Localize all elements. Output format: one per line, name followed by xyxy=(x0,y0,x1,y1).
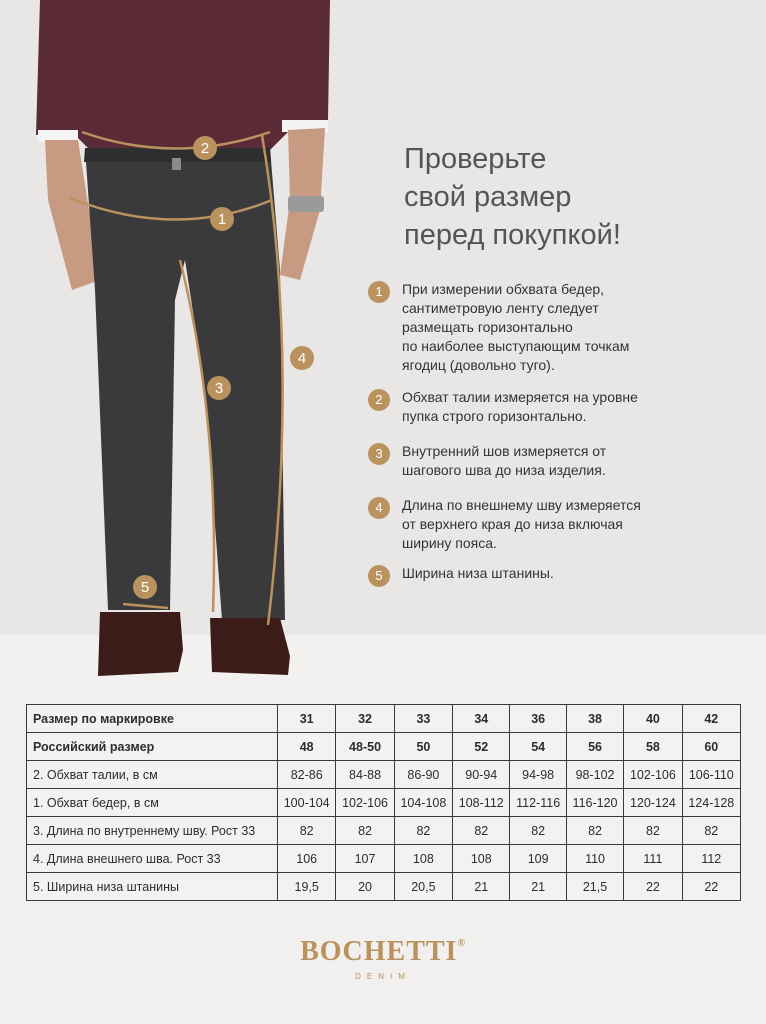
headline-line-1: Проверьте xyxy=(404,143,547,175)
table-cell: 42 xyxy=(682,705,740,733)
table-row xyxy=(27,733,741,761)
row-label: 5. Ширина низа штанины xyxy=(27,873,278,901)
table-cell: 20,5 xyxy=(394,873,452,901)
table-cell: 34 xyxy=(453,705,510,733)
table-cell: 48-50 xyxy=(336,733,394,761)
marker-2-label: 2 xyxy=(200,140,210,157)
table-row xyxy=(27,873,741,901)
headline xyxy=(404,140,744,254)
table-cell: 82 xyxy=(682,817,740,845)
table-cell: 109 xyxy=(510,845,566,873)
table-cell: 82 xyxy=(624,817,682,845)
table-cell: 82 xyxy=(453,817,510,845)
table-cell: 60 xyxy=(682,733,740,761)
table-cell: 52 xyxy=(453,733,510,761)
marker-5-label: 5 xyxy=(140,579,150,596)
row-label: 4. Длина внешнего шва. Рост 33 xyxy=(27,845,278,873)
table-cell: 40 xyxy=(624,705,682,733)
table-row xyxy=(27,845,741,873)
step-1-badge: 1 xyxy=(368,281,390,303)
table-cell: 21 xyxy=(510,873,566,901)
table-cell: 120-124 xyxy=(624,789,682,817)
table-cell: 102-106 xyxy=(336,789,394,817)
step-4-text: Длина по внешнему шву измеряется от верхнего края до низа включая ширину пояса. xyxy=(402,497,641,551)
row-label: 3. Длина по внутреннему шву. Рост 33 xyxy=(27,817,278,845)
table-cell: 38 xyxy=(566,705,623,733)
table-cell: 22 xyxy=(624,873,682,901)
table-cell: 102-106 xyxy=(624,761,682,789)
marker-1-label: 1 xyxy=(217,211,227,228)
table-cell: 86-90 xyxy=(394,761,452,789)
step-3 xyxy=(368,442,682,480)
table-row xyxy=(27,817,741,845)
table-cell: 82 xyxy=(336,817,394,845)
row-label: 1. Обхват бедер, в см xyxy=(27,789,278,817)
step-3-badge: 3 xyxy=(368,443,390,465)
table-cell: 82 xyxy=(510,817,566,845)
table-cell: 58 xyxy=(624,733,682,761)
row-label: Российский размер xyxy=(27,733,278,761)
table-cell: 104-108 xyxy=(394,789,452,817)
table-cell: 112-116 xyxy=(510,789,566,817)
table-cell: 84-88 xyxy=(336,761,394,789)
table-cell: 106-110 xyxy=(682,761,740,789)
table-cell: 82-86 xyxy=(278,761,336,789)
step-2-text: Обхват талии измеряется на уровне пупка строго горизонтально. xyxy=(402,389,638,424)
table-cell: 56 xyxy=(566,733,623,761)
size-table xyxy=(26,704,741,901)
table-cell: 82 xyxy=(394,817,452,845)
table-row xyxy=(27,705,741,733)
table-cell: 94-98 xyxy=(510,761,566,789)
table-cell: 108 xyxy=(394,845,452,873)
table-cell: 112 xyxy=(682,845,740,873)
table-cell: 107 xyxy=(336,845,394,873)
step-3-text: Внутренний шов измеряется от шагового шва до низа изделия. xyxy=(402,443,607,478)
step-4-badge: 4 xyxy=(368,497,390,519)
step-5 xyxy=(368,564,682,587)
headline-line-3: перед покупкой! xyxy=(404,219,621,251)
table-cell: 98-102 xyxy=(566,761,623,789)
table-cell: 48 xyxy=(278,733,336,761)
table-cell: 124-128 xyxy=(682,789,740,817)
table-cell: 50 xyxy=(394,733,452,761)
table-cell: 36 xyxy=(510,705,566,733)
table-cell: 100-104 xyxy=(278,789,336,817)
table-cell: 21,5 xyxy=(566,873,623,901)
table-cell: 82 xyxy=(278,817,336,845)
table-cell: 106 xyxy=(278,845,336,873)
table-cell: 19,5 xyxy=(278,873,336,901)
step-2 xyxy=(368,388,682,426)
table-row xyxy=(27,789,741,817)
row-label: Размер по маркировке xyxy=(27,705,278,733)
table-cell: 31 xyxy=(278,705,336,733)
table-cell: 32 xyxy=(336,705,394,733)
table-cell: 108-112 xyxy=(453,789,510,817)
step-5-badge: 5 xyxy=(368,565,390,587)
table-cell: 54 xyxy=(510,733,566,761)
table-cell: 82 xyxy=(566,817,623,845)
table-cell: 110 xyxy=(566,845,623,873)
marker-4-label: 4 xyxy=(297,350,307,367)
step-1 xyxy=(368,280,682,375)
table-cell: 108 xyxy=(453,845,510,873)
table-cell: 116-120 xyxy=(566,789,623,817)
table-cell: 20 xyxy=(336,873,394,901)
row-label: 2. Обхват талии, в см xyxy=(27,761,278,789)
table-cell: 111 xyxy=(624,845,682,873)
table-cell: 21 xyxy=(453,873,510,901)
brand-logo xyxy=(0,936,766,981)
step-2-badge: 2 xyxy=(368,389,390,411)
brand-subtitle: DENIM xyxy=(355,972,411,981)
brand-name: BOCHETTI® xyxy=(300,936,466,967)
step-4 xyxy=(368,496,682,553)
step-1-text: При измерении обхвата бедер, сантиметровую ленту следует размещать горизонтально по наиболее выступающим точкам ягодиц (довольно туго). xyxy=(402,281,630,373)
step-5-text: Ширина низа штанины. xyxy=(402,565,554,581)
table-row xyxy=(27,761,741,789)
table-cell: 22 xyxy=(682,873,740,901)
table-cell: 90-94 xyxy=(453,761,510,789)
headline-line-2: свой размер xyxy=(404,181,572,213)
table-cell: 33 xyxy=(394,705,452,733)
marker-3-label: 3 xyxy=(214,380,224,397)
